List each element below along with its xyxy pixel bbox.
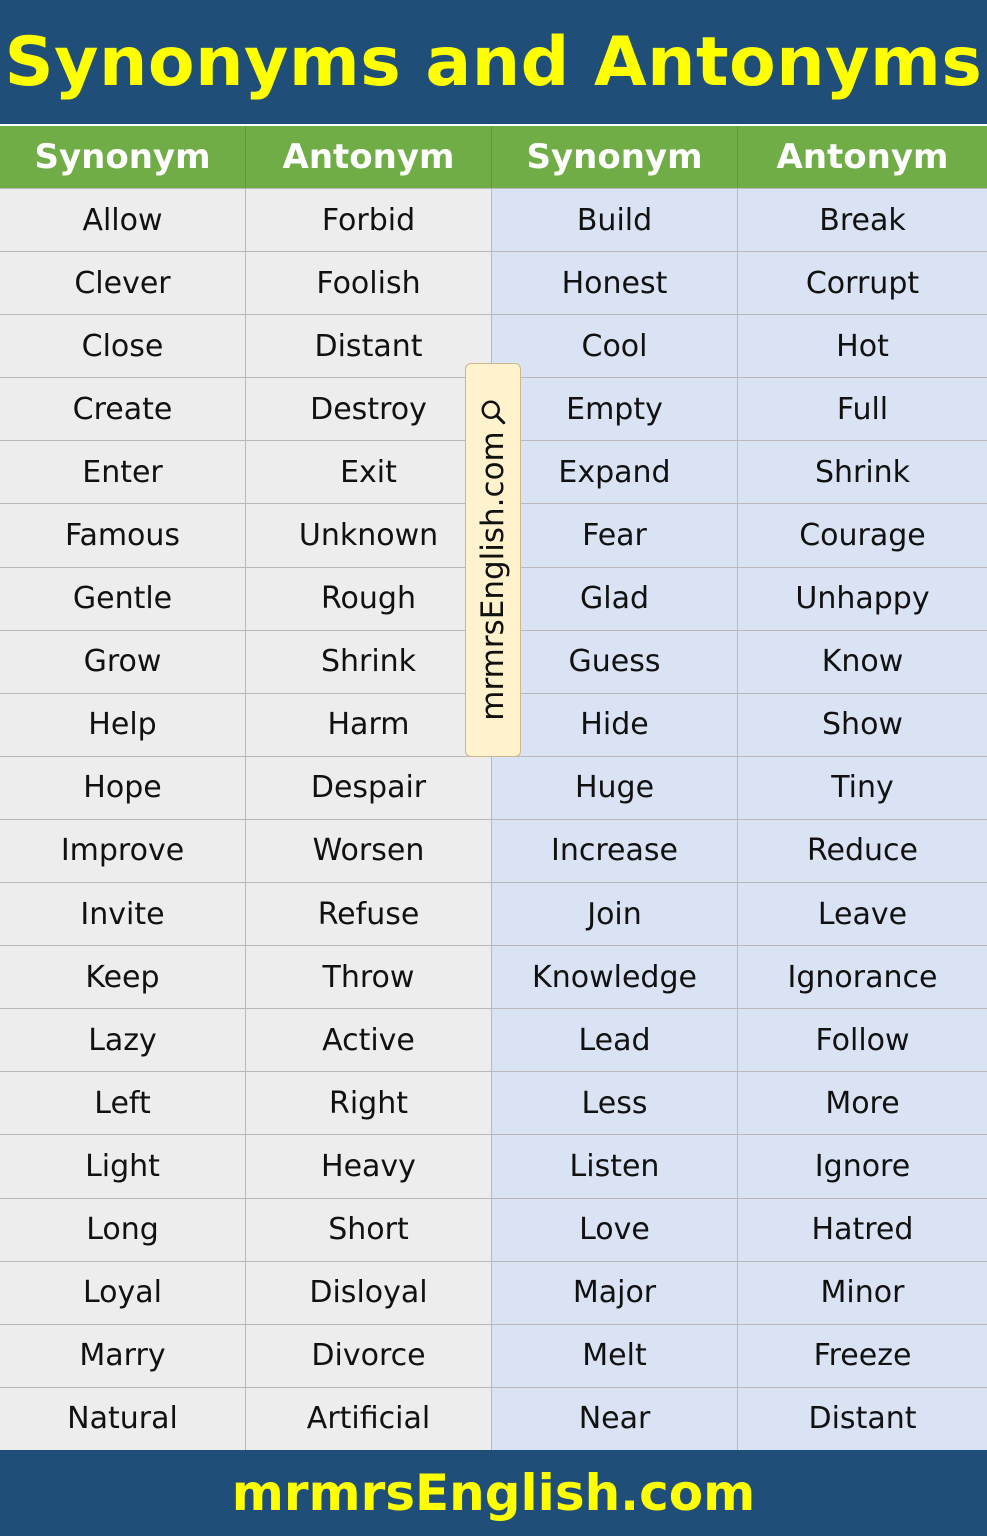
antonym-cell: Shrink: [738, 441, 987, 503]
table-row: [0, 1198, 987, 1261]
antonym-cell: Foolish: [246, 252, 492, 314]
synonym-cell: Cool: [492, 315, 738, 377]
column-header-synonym: Synonym: [492, 126, 738, 188]
antonym-cell: Forbid: [246, 189, 492, 251]
synonym-cell: Listen: [492, 1135, 738, 1197]
synonym-cell: Close: [0, 315, 246, 377]
antonym-cell: Short: [246, 1199, 492, 1261]
table-row: [0, 188, 987, 251]
table-row: [0, 251, 987, 314]
synonym-cell: Clever: [0, 252, 246, 314]
antonym-cell: Corrupt: [738, 252, 987, 314]
antonym-cell: Unhappy: [738, 568, 987, 630]
synonym-cell: Increase: [492, 820, 738, 882]
column-header-synonym: Synonym: [0, 126, 246, 188]
antonym-cell: Full: [738, 378, 987, 440]
synonym-cell: Knowledge: [492, 946, 738, 1008]
antonym-cell: Reduce: [738, 820, 987, 882]
synonym-cell: Create: [0, 378, 246, 440]
synonym-cell: Less: [492, 1072, 738, 1134]
synonym-cell: Huge: [492, 757, 738, 819]
synonym-cell: Grow: [0, 631, 246, 693]
watermark-text: mrmrsEnglish.com: [475, 431, 511, 721]
table-row: [0, 756, 987, 819]
synonym-cell: Keep: [0, 946, 246, 1008]
table-row: [0, 819, 987, 882]
antonym-cell: More: [738, 1072, 987, 1134]
antonym-cell: Freeze: [738, 1325, 987, 1387]
synonym-cell: Gentle: [0, 568, 246, 630]
synonym-cell: Melt: [492, 1325, 738, 1387]
table-row: [0, 1324, 987, 1387]
synonym-cell: Long: [0, 1199, 246, 1261]
synonym-cell: Lead: [492, 1009, 738, 1071]
page-title: Synonyms and Antonyms: [4, 22, 983, 102]
column-header-antonym: Antonym: [776, 137, 949, 177]
antonym-cell: Break: [738, 189, 987, 251]
synonym-cell: Major: [492, 1262, 738, 1324]
antonym-cell: Disloyal: [246, 1262, 492, 1324]
synonym-cell: Honest: [492, 252, 738, 314]
table-row: [0, 1008, 987, 1071]
word-table: [0, 126, 987, 1450]
synonym-cell: Left: [0, 1072, 246, 1134]
antonym-cell: Ignore: [738, 1135, 987, 1197]
antonym-cell: Artificial: [246, 1388, 492, 1450]
table-row: [0, 1387, 987, 1450]
footer-website: mrmrsEnglish.com: [231, 1464, 756, 1522]
antonym-cell: Ignorance: [738, 946, 987, 1008]
table-row: [0, 1134, 987, 1197]
synonym-cell: Empty: [492, 378, 738, 440]
antonym-cell: Follow: [738, 1009, 987, 1071]
table-row: [0, 882, 987, 945]
synonym-cell: Allow: [0, 189, 246, 251]
synonym-cell: Enter: [0, 441, 246, 503]
antonym-cell: Refuse: [246, 883, 492, 945]
antonym-cell: Minor: [738, 1262, 987, 1324]
antonym-cell: Despair: [246, 757, 492, 819]
antonym-cell: Unknown: [246, 504, 492, 566]
synonym-cell: Help: [0, 694, 246, 756]
antonym-cell: Shrink: [246, 631, 492, 693]
antonym-cell: Leave: [738, 883, 987, 945]
synonym-cell: Expand: [492, 441, 738, 503]
synonym-cell: Love: [492, 1199, 738, 1261]
antonym-cell: Exit: [246, 441, 492, 503]
antonym-cell: Distant: [738, 1388, 987, 1450]
synonym-cell: Hide: [492, 694, 738, 756]
synonym-cell: Famous: [0, 504, 246, 566]
synonym-cell: Join: [492, 883, 738, 945]
synonym-cell: Improve: [0, 820, 246, 882]
synonym-cell: Near: [492, 1388, 738, 1450]
antonym-cell: Worsen: [246, 820, 492, 882]
antonym-cell: Throw: [246, 946, 492, 1008]
synonym-cell: Light: [0, 1135, 246, 1197]
synonym-cell: Lazy: [0, 1009, 246, 1071]
watermark-label: [465, 363, 521, 757]
footer-banner: [0, 1450, 987, 1536]
synonym-cell: Guess: [492, 631, 738, 693]
antonym-cell: Hatred: [738, 1199, 987, 1261]
synonym-cell: Fear: [492, 504, 738, 566]
antonym-cell: Know: [738, 631, 987, 693]
table-header: [0, 126, 987, 188]
synonym-cell: Natural: [0, 1388, 246, 1450]
table-row: [0, 945, 987, 1008]
synonym-cell: Invite: [0, 883, 246, 945]
column-header-antonym: Antonym: [246, 126, 492, 188]
antonym-cell: Distant: [246, 315, 492, 377]
synonym-cell: Hope: [0, 757, 246, 819]
antonym-cell: Hot: [738, 315, 987, 377]
table-row: [0, 1261, 987, 1324]
antonym-cell: Heavy: [246, 1135, 492, 1197]
antonym-cell: Right: [246, 1072, 492, 1134]
antonym-cell: Harm: [246, 694, 492, 756]
antonym-cell: Courage: [738, 504, 987, 566]
synonym-cell: Build: [492, 189, 738, 251]
title-banner: [0, 0, 987, 124]
synonym-cell: Marry: [0, 1325, 246, 1387]
synonym-cell: Loyal: [0, 1262, 246, 1324]
antonym-cell: Tiny: [738, 757, 987, 819]
synonym-cell: Glad: [492, 568, 738, 630]
antonym-cell: Rough: [246, 568, 492, 630]
table-row: [0, 1071, 987, 1134]
antonym-cell: Show: [738, 694, 987, 756]
magnifier-icon: [480, 399, 506, 425]
antonym-cell: Active: [246, 1009, 492, 1071]
antonym-cell: Destroy: [246, 378, 492, 440]
antonym-cell: Divorce: [246, 1325, 492, 1387]
